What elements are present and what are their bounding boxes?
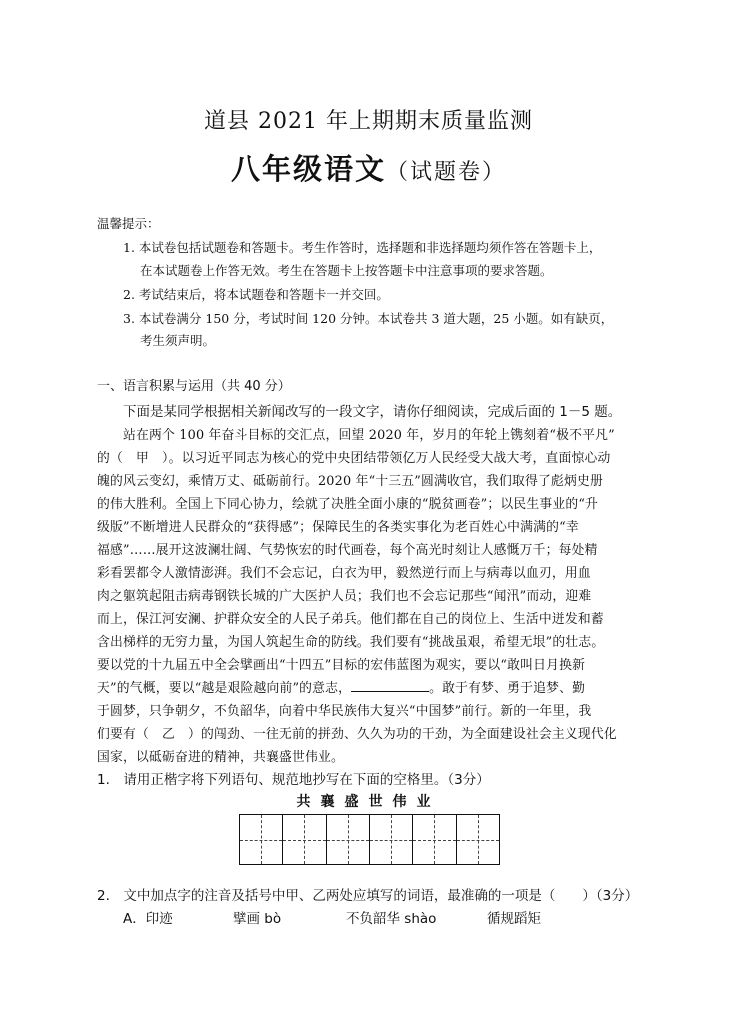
passage-text: 天”的气概，要以“越是艰险越向前”的意志， (97, 681, 352, 696)
notice-line: 考生须声明。 (140, 333, 216, 348)
subject-title: 八年级语文 (230, 152, 386, 186)
question-1: 1. 请用正楷字将下列语句、规范地抄写在下面的空格里。（3分） (97, 772, 490, 788)
passage-line: 彩看罢都令人激情澎湃。我们不会忘记，白衣为甲，毅然逆行而上与病毒以血刃，用血 (97, 566, 591, 581)
question-2: 2. 文中加点字的注音及括号中甲、乙两处应填写的词语，最准确的一项是（ ）（3分） (97, 888, 639, 904)
passage-line: 们要有（ 乙 ）的闯劲、一往无前的拼劲、久久为功的干劲，为全面建设社会主义现代化 (97, 727, 617, 742)
passage-line: 站在两个 100 年奋斗目标的交汇点，回望 2020 年，岁月的年轮上镌刻着“极不平凡” (123, 428, 615, 443)
grid-cell[interactable] (240, 815, 283, 864)
option-a[interactable]: A．印迹 (123, 911, 173, 927)
paper-type: （试题卷） (386, 160, 507, 185)
option-a-word: 擘画 bò (233, 911, 282, 927)
exam-title: 道县 2021 年上期期末质量监测 (204, 109, 533, 134)
option-a-word: 不负韶华 shào (346, 911, 437, 927)
notice-heading: 温馨提示： (97, 216, 160, 231)
passage-line: 魄的风云变幻，乘情万丈、砥砺前行。2020 年“十三五”圆满收官，我们取得了彪炳史册 (97, 474, 604, 489)
section-heading: 一、语言积累与运用（共 40 分） (97, 379, 291, 394)
grid-cell[interactable] (457, 815, 499, 864)
passage-line: 要以党的十九届五中全会擘画出“十四五”目标的宏伟蓝图为观实，要以“敢叫日月换新 (97, 658, 586, 673)
grid-cell[interactable] (413, 815, 456, 864)
passage-line: 于圆梦，只争朝夕，不负韶华，向着中华民族伟大复兴“中国梦”前行。新的一年里，我 (97, 704, 592, 719)
passage-line: 国家，以砥砺奋进的精神，共襄盛世伟业。 (97, 750, 344, 765)
grid-cell[interactable] (327, 815, 370, 864)
notice-line: 在本试题卷上作答无效。考生在答题卡上按答题卡中注意事项的要求答题。 (140, 263, 553, 278)
grid-cell[interactable] (370, 815, 413, 864)
passage-line: 含出梯样的无穷力量，为国人筑起生命的防线。我们要有“挑战虽艰，希望无垠”的壮志。 (97, 635, 605, 650)
passage-line: 的（ 甲 ）。以习近平同志为核心的党中央团结带领亿万人民经受大战大考，直面惊心动 (97, 451, 611, 466)
passage-line: 肉之躯筑起阻击病毒钢铁长城的广大医护人员；我们也不会忘记那些“闻汛”而动，迎难 (97, 589, 592, 604)
passage-text: 。敢于有梦、勇于追梦、勤 (429, 681, 586, 696)
passage-line: 级版”不断增进人民群众的“获得感”；保障民生的各类实事化为老百姓心中满满的“幸 (97, 520, 579, 535)
passage-line: 而上，保江河安澜、护群众安全的人民子弟兵。他们都在自己的岗位上、生活中迸发和蓄 (97, 612, 604, 627)
section-intro: 下面是某同学根据相关新闻改写的一段文字，请你仔细阅读，完成后面的 1－5 题。 (123, 404, 622, 420)
grid-cell[interactable] (283, 815, 326, 864)
notice-line: 2. 考试结束后，将本试题卷和答题卡一并交回。 (123, 287, 389, 302)
copy-words: 共襄盛世伟业 (296, 794, 441, 810)
writing-grid[interactable] (239, 814, 500, 865)
notice-line: 3. 本试卷满分 150 分，考试时间 120 分钟。本试卷共 3 道大题，25 小题。如有缺页， (123, 311, 614, 326)
answer-blank (351, 680, 429, 692)
notice-line: 1. 本试卷包括试题卷和答题卡。考生作答时，选择题和非选择题均须作答在答题卡上， (123, 240, 602, 255)
passage-line (97, 677, 585, 696)
passage-line: 福感”……展开这波澜壮阔、气势恢宏的时代画卷，每个高光时刻让人感慨万千；每处精 (97, 543, 598, 558)
option-a-word: 循规蹈矩 (487, 911, 541, 927)
passage-line: 的伟大胜利。全国上下同心协力，绘就了决胜全面小康的“脱贫画卷”；以民生事业的“升 (97, 497, 599, 512)
exam-subtitle (0, 147, 737, 188)
